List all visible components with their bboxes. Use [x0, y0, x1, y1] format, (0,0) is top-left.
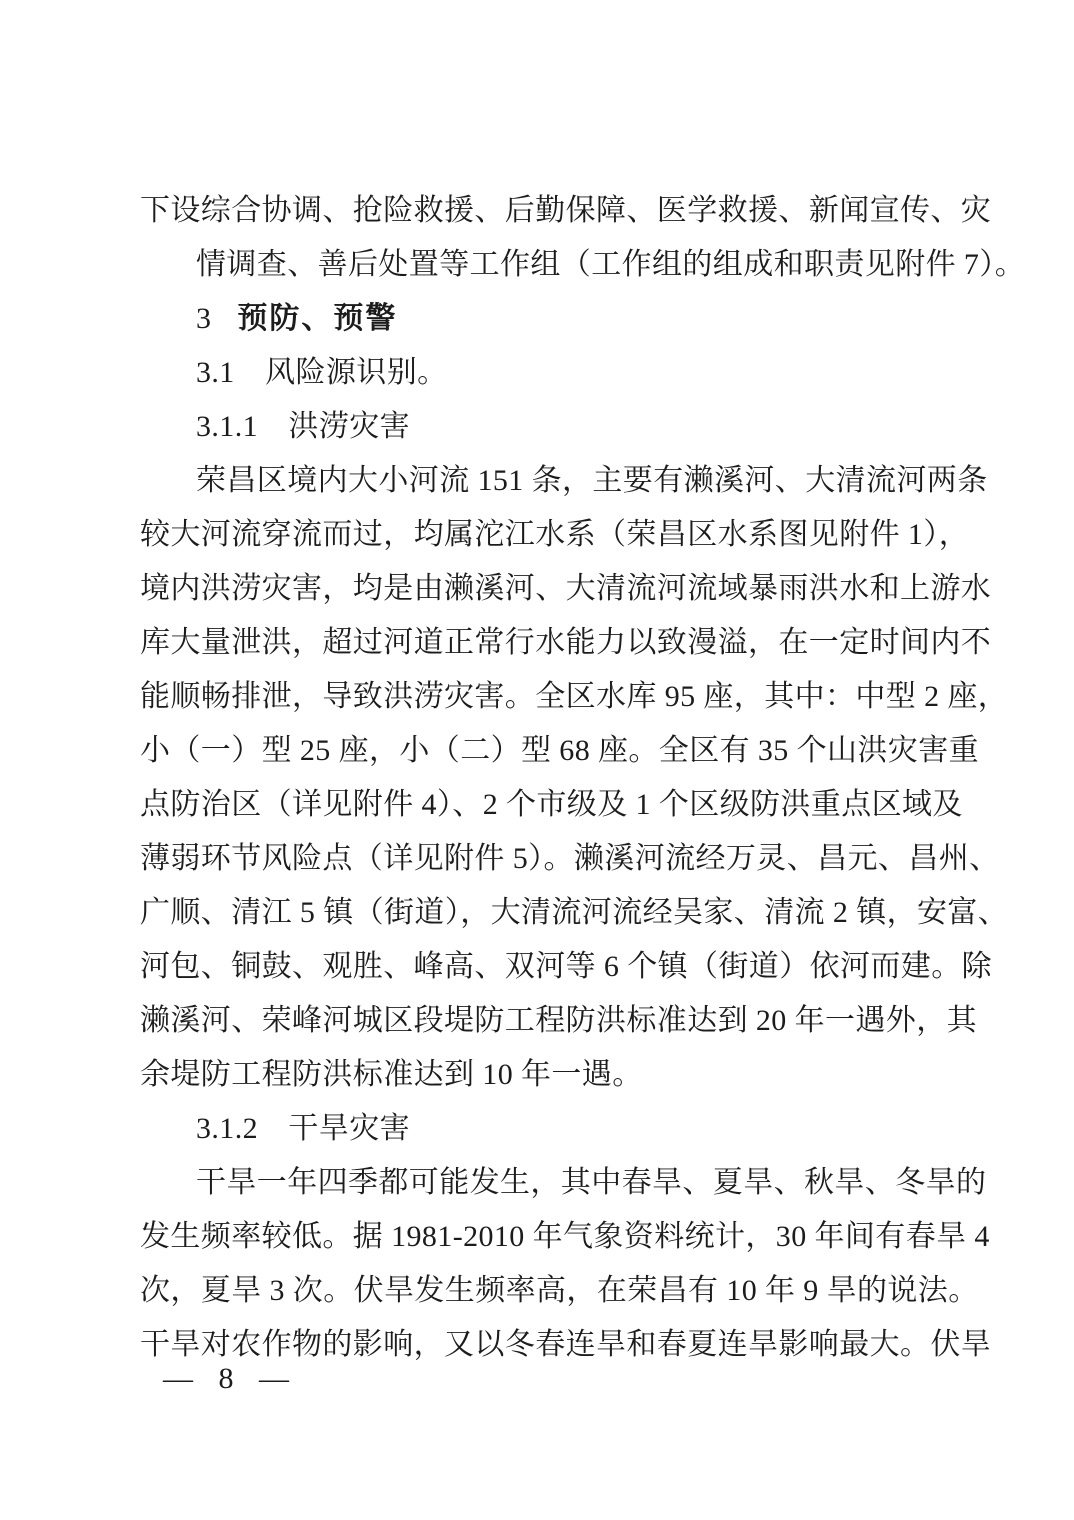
text-line: 库大量泄洪，超过河道正常行水能力以致漫溢，在一定时间内不: [140, 626, 992, 659]
text-line: 情调查、善后处置等工作组（工作组的组成和职责见附件 7）。: [196, 248, 1026, 281]
text-line: 下设综合协调、抢险救援、后勤保障、医学救援、新闻宣传、灾: [140, 194, 992, 227]
document-body: [140, 184, 1026, 1372]
paragraph-first-line: 干旱一年四季都可能发生，其中春旱、夏旱、秋旱、冬旱的: [196, 1166, 987, 1199]
heading-title: 预防、预警: [237, 302, 398, 335]
paragraph-first-line: 荣昌区境内大小河流 151 条，主要有濑溪河、大清流河两条: [196, 464, 988, 497]
page-number: — 8 —: [163, 1362, 289, 1395]
text-line: 较大河流穿流而过，均属沱江水系（荣昌区水系图见附件 1），: [140, 518, 970, 551]
text-line: 能顺畅排泄，导致洪涝灾害。全区水库 95 座，其中：中型 2 座，: [140, 680, 1009, 713]
text-line: 濑溪河、荣峰河城区段堤防工程防洪标准达到 20 年一遇外，其: [140, 1004, 977, 1037]
text-line: 广顺、清江 5 镇（街道），大清流河流经吴家、清流 2 镇，安富、: [140, 896, 1009, 929]
text-line: 境内洪涝灾害，均是由濑溪河、大清流河流域暴雨洪水和上游水: [140, 572, 992, 605]
text-line: 点防治区（详见附件 4）、2 个市级及 1 个区级防洪重点区域及: [140, 788, 963, 821]
text-line: 河包、铜鼓、观胜、峰高、双河等 6 个镇（街道）依河而建。除: [140, 950, 992, 983]
heading-section-3-1: 3.1 风险源识别。: [196, 356, 448, 389]
heading-number: 3: [196, 302, 212, 335]
text-line: 发生频率较低。据 1981-2010 年气象资料统计，30 年间有春旱 4: [140, 1220, 990, 1253]
text-line: 薄弱环节风险点（详见附件 5）。濑溪河流经万灵、昌元、昌州、: [140, 842, 1000, 875]
text-line: 小（一）型 25 座，小（二）型 68 座。全区有 35 个山洪灾害重: [140, 734, 979, 767]
heading-section-3-1-1: 3.1.1 洪涝灾害: [196, 410, 410, 443]
text-line: 干旱对农作物的影响，又以冬春连旱和春夏连旱影响最大。伏旱: [140, 1328, 992, 1361]
heading-section-3-1-2: 3.1.2 干旱灾害: [196, 1112, 410, 1145]
text-line: 余堤防工程防洪标准达到 10 年一遇。: [140, 1058, 643, 1091]
heading-section-3: [140, 292, 950, 346]
text-line: 次，夏旱 3 次。伏旱发生频率高，在荣昌有 10 年 9 旱的说法。: [140, 1274, 979, 1307]
